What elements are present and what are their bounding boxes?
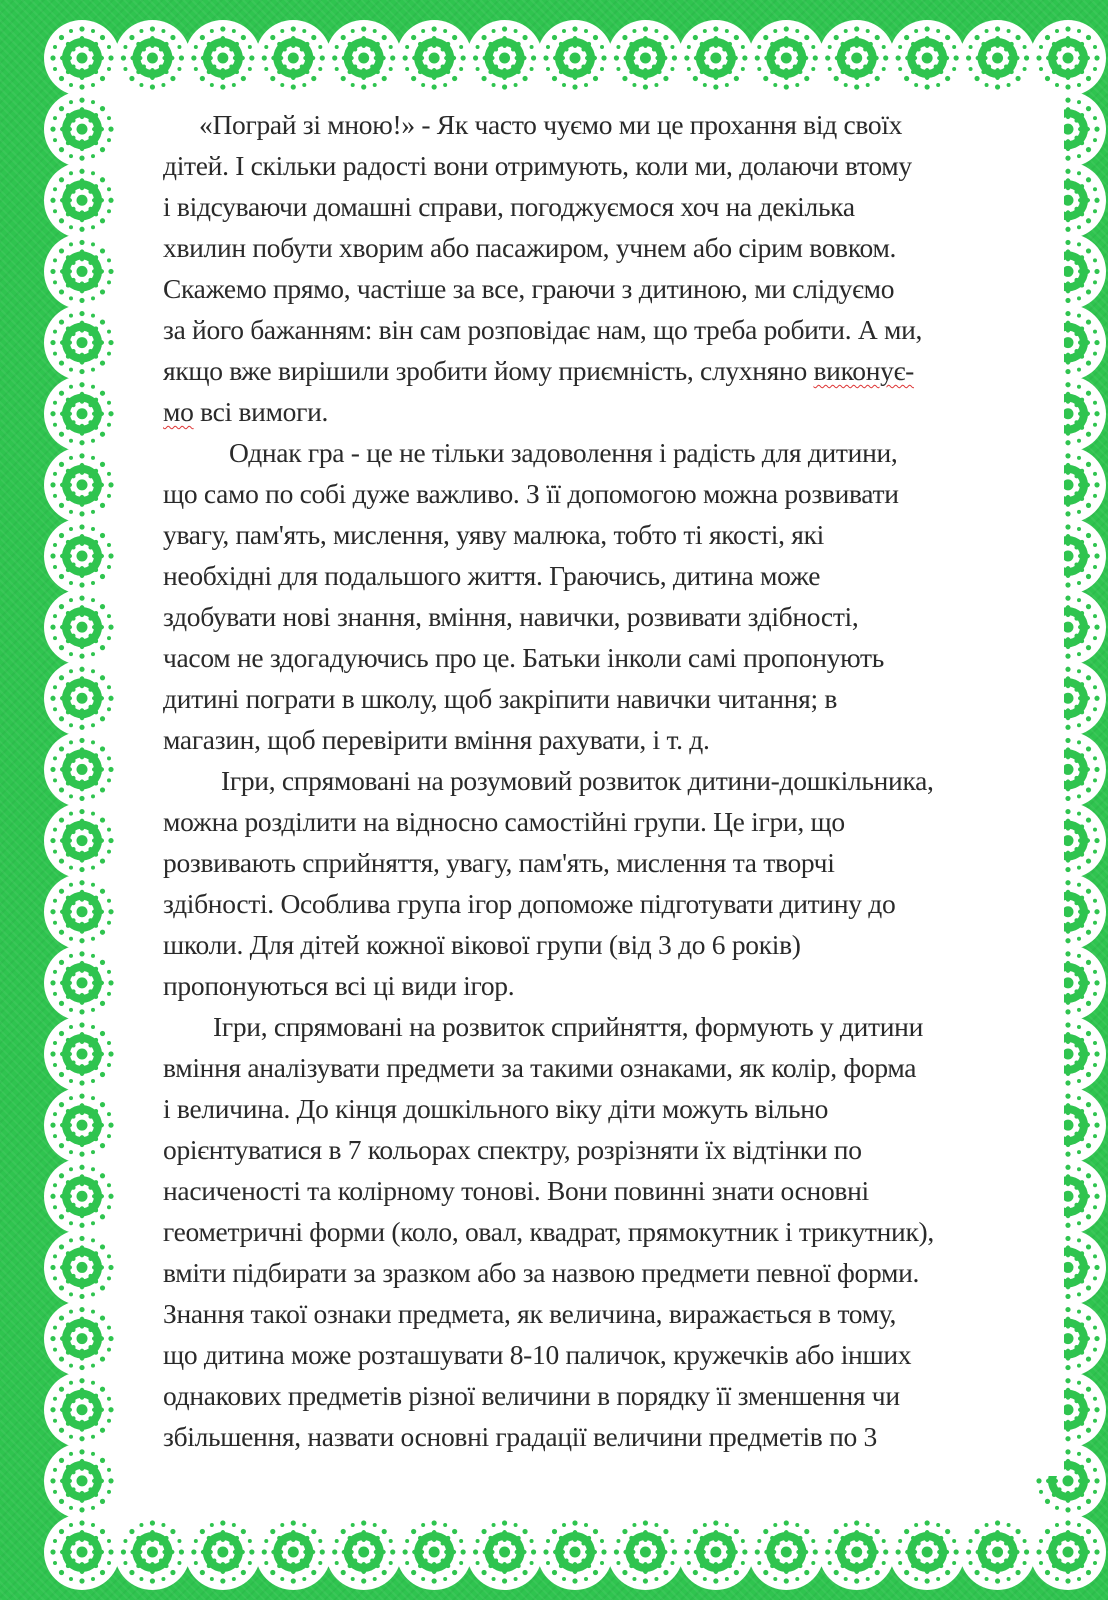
- lace-doily-icon: [889, 1514, 965, 1590]
- line: можна розділити на відносно самостійні групи. Це ігри, що: [163, 806, 845, 837]
- lace-doily-icon: [44, 233, 120, 309]
- lace-doily-icon: [960, 20, 1036, 96]
- lace-doily-icon: [44, 305, 120, 381]
- line: пропонуються всі ці види ігор.: [163, 970, 515, 1001]
- line: що само по собі дуже важливо. З її допомогою можна розвивати: [163, 478, 899, 509]
- line: однакових предметів різної величини в порядку її зменшення чи: [163, 1380, 900, 1411]
- lace-doily-icon: [44, 1514, 120, 1590]
- line: здібності. Особлива група ігор допоможе підготувати дитину до: [163, 888, 896, 919]
- line: вміти підбирати за зразком або за назвою предмети певної форми.: [163, 1257, 920, 1288]
- line: дитині пограти в школу, щоб закріпити навички читання; в: [163, 683, 838, 714]
- line: магазин, щоб перевірити вміння рахувати, і т. д.: [163, 724, 710, 755]
- spellcheck-flagged-word-continuation[interactable]: мо: [163, 396, 194, 427]
- line: орієнтуватися в 7 кольорах спектру, розрізняти їх відтінки по: [163, 1134, 862, 1165]
- lace-doily-icon: [537, 20, 613, 96]
- line: здобувати нові знання, вміння, навички, розвивати здібності,: [163, 601, 859, 632]
- lace-doily-icon: [396, 20, 472, 96]
- lace-doily-icon: [44, 1229, 120, 1305]
- lace-doily-icon: [255, 1514, 331, 1590]
- lace-doily-icon: [44, 518, 120, 594]
- document-text: [163, 104, 1058, 1457]
- line: хвилин побути хворим або пасажиром, учнем або сірим вовком.: [163, 232, 897, 263]
- line: і величина. До кінця дошкільного віку діти можуть вільно: [163, 1093, 829, 1124]
- lace-doily-icon: [185, 1514, 261, 1590]
- lace-doily-icon: [44, 945, 120, 1021]
- lace-doily-icon: [44, 874, 120, 950]
- lace-doily-icon: [44, 1372, 120, 1448]
- line: Однак гра - це не тільки задоволення і радість для дитини,: [229, 437, 898, 468]
- lace-doily-icon: [44, 1016, 120, 1092]
- lace-doily-icon: [44, 376, 120, 452]
- lace-doily-icon: [114, 1514, 190, 1590]
- lace-doily-icon: [44, 1087, 120, 1163]
- line: дітей. І скільки радості вони отримують, коли ми, долаючи втому: [163, 150, 912, 181]
- line: необхідні для подальшого життя. Граючись, дитина може: [163, 560, 821, 591]
- line: увагу, пам'ять, мислення, уяву малюка, тобто ті якості, які: [163, 519, 824, 550]
- paragraph-2: [163, 432, 1058, 760]
- lace-doily-icon: [396, 1514, 472, 1590]
- lace-doily-icon: [678, 20, 754, 96]
- lace-doily-icon: [819, 1514, 895, 1590]
- lace-doily-icon: [607, 1514, 683, 1590]
- line: Ігри, спрямовані на розвиток сприйняття, формують у дитини: [213, 1011, 924, 1042]
- line: вміння аналізувати предмети за такими ознаками, як колір, форма: [163, 1052, 917, 1083]
- lace-doily-icon: [44, 1443, 120, 1519]
- line: Ігри, спрямовані на розумовий розвиток дитини-дошкільника,: [221, 765, 934, 796]
- line: геометричні форми (коло, овал, квадрат, прямокутник і трикутник),: [163, 1216, 934, 1247]
- lace-doily-icon: [44, 162, 120, 238]
- lace-doily-icon: [44, 660, 120, 736]
- lace-doily-icon: [44, 803, 120, 879]
- line: насиченості та колірному тонові. Вони повинні знати основні: [163, 1175, 869, 1206]
- spellcheck-flagged-word[interactable]: виконує-: [813, 355, 914, 386]
- lace-doily-icon: [1030, 1514, 1106, 1590]
- line: школи. Для дітей кожної вікової групи (від 3 до 6 років): [163, 929, 801, 960]
- lace-doily-icon: [467, 20, 543, 96]
- lace-doily-icon: [819, 20, 895, 96]
- lace-doily-icon: [326, 20, 402, 96]
- lace-doily-icon: [748, 1514, 824, 1590]
- lace-doily-icon: [960, 1514, 1036, 1590]
- line: Знання такої ознаки предмета, як величина, виражається в тому,: [163, 1298, 897, 1329]
- lace-doily-icon: [889, 20, 965, 96]
- lace-doily-icon: [1030, 20, 1106, 96]
- lace-doily-icon: [255, 20, 331, 96]
- line: розвивають сприйняття, увагу, пам'ять, мислення та творчі: [163, 847, 835, 878]
- lace-doily-icon: [44, 91, 120, 167]
- paragraph-3: [163, 760, 1058, 1006]
- lace-doily-icon: [326, 1514, 402, 1590]
- lace-doily-icon: [44, 731, 120, 807]
- line: збільшення, назвати основні градації величини предметів по 3: [163, 1421, 877, 1452]
- line: «Пограй зі мною!» - Як часто чуємо ми це прохання від своїх: [199, 109, 903, 140]
- line: за його бажанням: він сам розповідає нам, що треба робити. А ми,: [163, 314, 923, 345]
- line: і відсуваючи домашні справи, погоджуємося хоч на декілька: [163, 191, 855, 222]
- line: якщо вже вирішили зробити йому приємність, слухняно: [163, 355, 814, 386]
- lace-doily-icon: [467, 1514, 543, 1590]
- line: часом не здогадуючись про це. Батьки інколи самі пропонують: [163, 642, 884, 673]
- paragraph-4: [163, 1006, 1058, 1457]
- lace-doily-icon: [185, 20, 261, 96]
- lace-doily-icon: [537, 1514, 613, 1590]
- line: всі вимоги.: [193, 396, 329, 427]
- lace-doily-icon: [607, 20, 683, 96]
- line: що дитина може розташувати 8-10 паличок, кружечків або інших: [163, 1339, 912, 1370]
- lace-doily-icon: [678, 1514, 754, 1590]
- paragraph-1: [163, 104, 1058, 432]
- lace-doily-icon: [748, 20, 824, 96]
- lace-doily-icon: [44, 1301, 120, 1377]
- lace-doily-icon: [44, 589, 120, 665]
- line: Скажемо прямо, частіше за все, граючи з дитиною, ми слідуємо: [163, 273, 895, 304]
- lace-doily-icon: [44, 447, 120, 523]
- lace-doily-icon: [114, 20, 190, 96]
- lace-doily-icon: [44, 1158, 120, 1234]
- lace-doily-icon: [44, 20, 120, 96]
